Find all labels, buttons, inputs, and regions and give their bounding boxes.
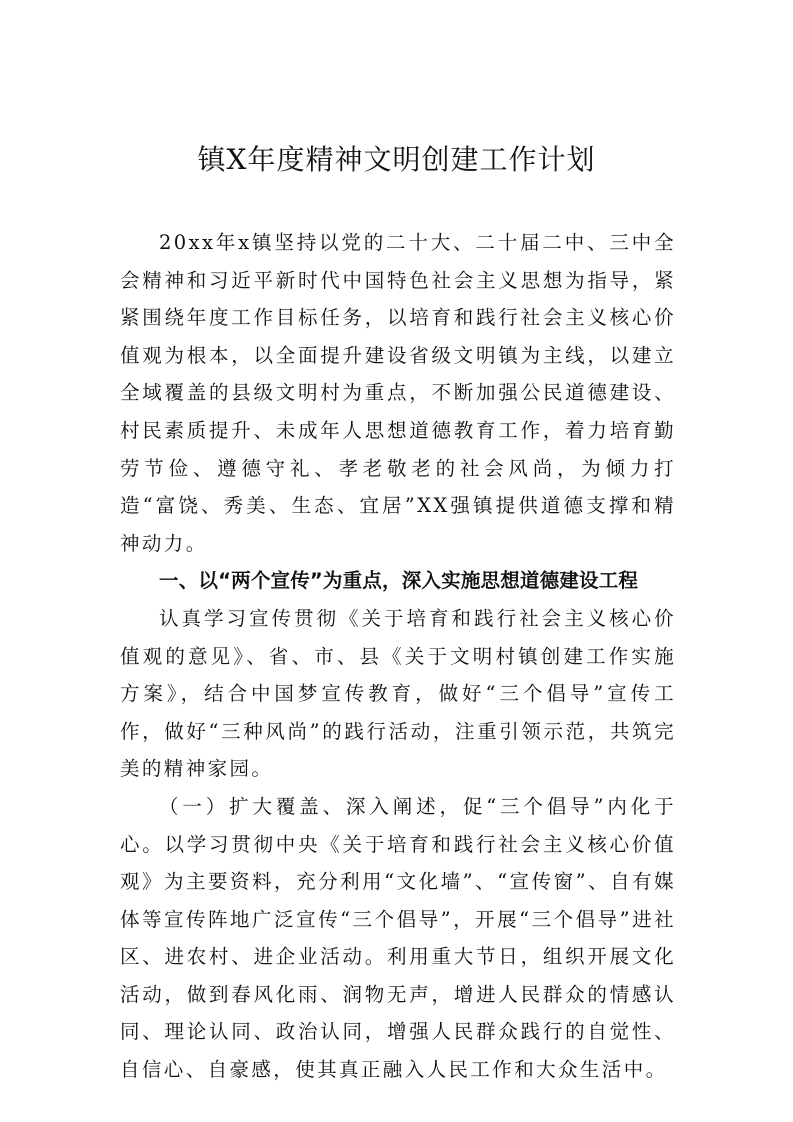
- document-body: [120, 224, 676, 1089]
- intro-paragraph: 20xx年x镇坚持以党的二十大、二十届二中、三中全会精神和习近平新时代中国特色社会主义思想为指导，紧紧围绕年度工作目标任务，以培育和践行社会主义核心价值观为根本，以全面提升建设省级文明镇为主线，以建立全域覆盖的县级文明村为重点，不断加强公民道德建设、村民素质提升、未成年人思想道德教育工作，着力培育勤劳节俭、遵德守礼、孝老敬老的社会风尚，为倾力打造“富饶、秀美、生态、宜居”XX强镇提供道德支撑和精神动力。: [120, 231, 676, 555]
- section-paragraph: 认真学习宣传贯彻《关于培育和践行社会主义核心价值观的意见》、省、市、县《关于文明村镇创建工作实施方案》，结合中国梦宣传教育，做好“三个倡导”宣传工作，做好“三种风尚”的践行活动，注重引领示范，共筑完美的精神家园。: [120, 606, 676, 781]
- section-heading: 一、以“两个宣传”为重点，深入实施思想道德建设工程: [159, 569, 639, 593]
- document-title: 镇X年度精神文明创建工作计划: [197, 143, 596, 176]
- subsection-paragraph: （一）扩大覆盖、深入阐述，促“三个倡导”内化于心。以学习贯彻中央《关于培育和践行社会主义核心价值观》为主要资料，充分利用“文化墙”、“宣传窗”、自有媒体等宣传阵地广泛宣传“三个倡导”，开展“三个倡导”进社区、进农村、进企业活动。利用重大节日，组织开展文化活动，做到春风化雨、润物无声，增进人民群众的情感认同、理论认同、政治认同，增强人民群众践行的自觉性、自信心、自豪感，使其真正融入人民工作和大众生活中。: [120, 794, 676, 1082]
